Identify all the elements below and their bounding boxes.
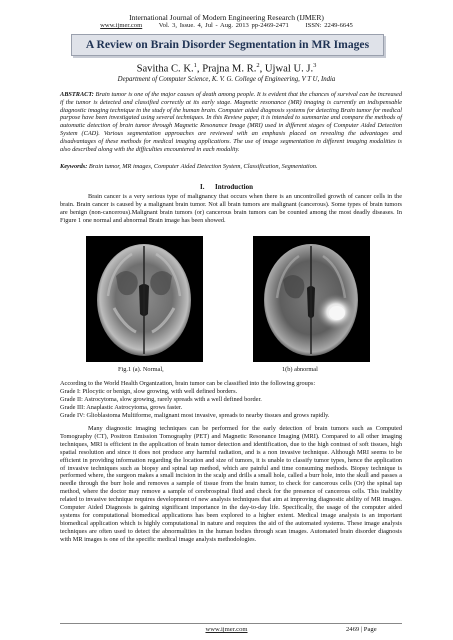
abnormal-brain-mri-image xyxy=(253,236,370,362)
figure-1 xyxy=(72,236,378,362)
abstract-text: Brain tumor is one of the major causes of death among people. It is evident that the chances of survival can be increased if the tumor is detected and classified correctly at its early stage. Magnetic resonance (MR) imaging is currently an indispensable diagnostic imaging technique in the study of the human brain. Computer aided diagnosis systems for detecting Brain tumor for medical purpose have been investigated using several techniques. In this Review paper, it is intended to summarize and compare the methods of automatic detection of brain tumor through Magnetic Resonance Image (MRI) used in different stages of Computer Aided Detection System (CAD). Various segmentation approaches are reviewed with an emphasis placed on revealing the advantages and disadvantages of these methods for medical imaging applications. The use of image segmentation in different imaging modalities is also described along with the difficulties encountered in each modality. xyxy=(60,91,402,153)
section-heading: I. Introduction xyxy=(200,183,253,191)
author-separator: , xyxy=(259,63,265,75)
list-item: Grade III: Anaplastic Astrocytoma, grows faster. xyxy=(60,403,183,411)
author-affiliation-mark: 1 xyxy=(193,62,197,69)
author-name: Ujwal U. J. xyxy=(264,63,314,75)
journal-name: International Journal of Modern Engineering Research (IJMER) xyxy=(129,13,324,22)
volume-info: Vol. 3, Issue. 4, Jul - Aug. 2013 pp-2469-2471 xyxy=(158,22,289,29)
author-name: Prajna M. R. xyxy=(202,63,257,75)
footer-url-link[interactable]: www.ijmer.com xyxy=(205,626,248,633)
abstract-label: ABSTRACT: xyxy=(60,91,94,98)
author-separator: , xyxy=(196,63,203,75)
author-list xyxy=(0,60,453,76)
author-affiliation-mark: 2 xyxy=(256,62,260,69)
journal-url-link[interactable]: www.ijmer.com xyxy=(100,22,143,29)
paper-title-box xyxy=(71,34,384,56)
author-affiliation-mark: 3 xyxy=(313,62,317,69)
intro-paragraph-2: According to the World Health Organization, brain tumor can be classified into the following groups: xyxy=(60,380,316,387)
keywords-label: Keywords: xyxy=(60,163,88,170)
affiliation: Department of Computer Science, K. V. G. College of Engineering, V T U, India xyxy=(117,76,336,83)
page-number: 2469 | Page xyxy=(346,626,377,633)
keywords xyxy=(60,163,402,171)
abstract xyxy=(60,91,402,153)
tumor-grade-list xyxy=(60,388,402,420)
footer-divider xyxy=(60,623,402,624)
figure-caption-b: 1(b) abnormal xyxy=(282,366,318,373)
paper-title: A Review on Brain Disorder Segmentation in MR Images xyxy=(85,38,370,51)
keywords-text: Brain tumor, MR images, Computer Aided Detection System, Classification, Segmentation. xyxy=(87,163,318,170)
intro-paragraph-1 xyxy=(60,193,402,225)
list-item: Grade IV: Glioblastoma Multiforme, malignant most invasive, spreads to nearby tissues and grows rapidly. xyxy=(60,411,330,419)
normal-brain-mri-image xyxy=(86,236,203,362)
author-name: Savitha C. K. xyxy=(136,63,194,75)
issn-info: ISSN: 2249-6645 xyxy=(305,22,353,29)
paragraph-text: Brain cancer is a very serious type of malignancy that occurs when there is an uncontrolled growth of cancer cells in the brain. Brain cancer is caused by a malignant brain tumor. Not all brain tumors are malignant (cancerous). Some types of brain tumors are benign (non-cancerous).Malignant brain tumors (or) cancerous brain tumors can be counted among the most deadly diseases. In Figure 1 one normal and abnormal Brain image has been showed. xyxy=(60,193,402,224)
intro-paragraph-3: Many diagnostic imaging techniques can be performed for the early detection of brain tumors such as Computed Tomography (CT), Positron Emission Tomography (PET) and Magnetic Resonance Imaging (MRI). Compared to all other imaging techniques, MRI is efficient in the application of brain tumor detection and identification, due to the high contrast of soft tissues, high spatial resolution and since it does not produce any harmful radiation, and is a non invasive technique. Although MRI seems to be efficient in providing information regarding the location and size of tumors, it is unable to classify tumor types, hence the application of invasive techniques such as biopsy and spinal tap method, which are painful and time consuming methods. Biopsy technique is performed where, the surgeon makes a small incision in the scalp and drills a small hole, called a burr hole, into the skull and passes a needle through the burr hole and removes a sample of tissue from the brain tumor, to check for cancerous cells (Or) the spinal tap method, where the doctor may remove a sample of cerebrospinal fluid and check for the presence of cancerous cells. This inability related to invasive technique requires development of new analysis techniques that aim at improving diagnostic ability of MR images. Computer Aided Diagnosis is gaining significant importance in the day-to-day life. Specifically, the usage of the computer aided systems for computational biomedical applications has been explored to a higher extent. Medical image analysis is an important biomedical application which is highly computational in nature and requires the aid of the automated systems. These image analysis techniques are often used to detect the abnormalities in the human bodies through scan images. Automated brain disorder diagnosis with MR images is one of the specific medical image analysis methodologies. xyxy=(60,425,402,543)
list-item: Grade II: Astrocytoma, slow growing, rarely spreads with a well defined border. xyxy=(60,395,262,403)
list-item: Grade I: Pilocytic or benign, slow growing, with well defined borders. xyxy=(60,388,238,395)
figure-caption-a: Fig.1 (a). Normal, xyxy=(118,366,164,373)
issue-line xyxy=(0,22,453,30)
